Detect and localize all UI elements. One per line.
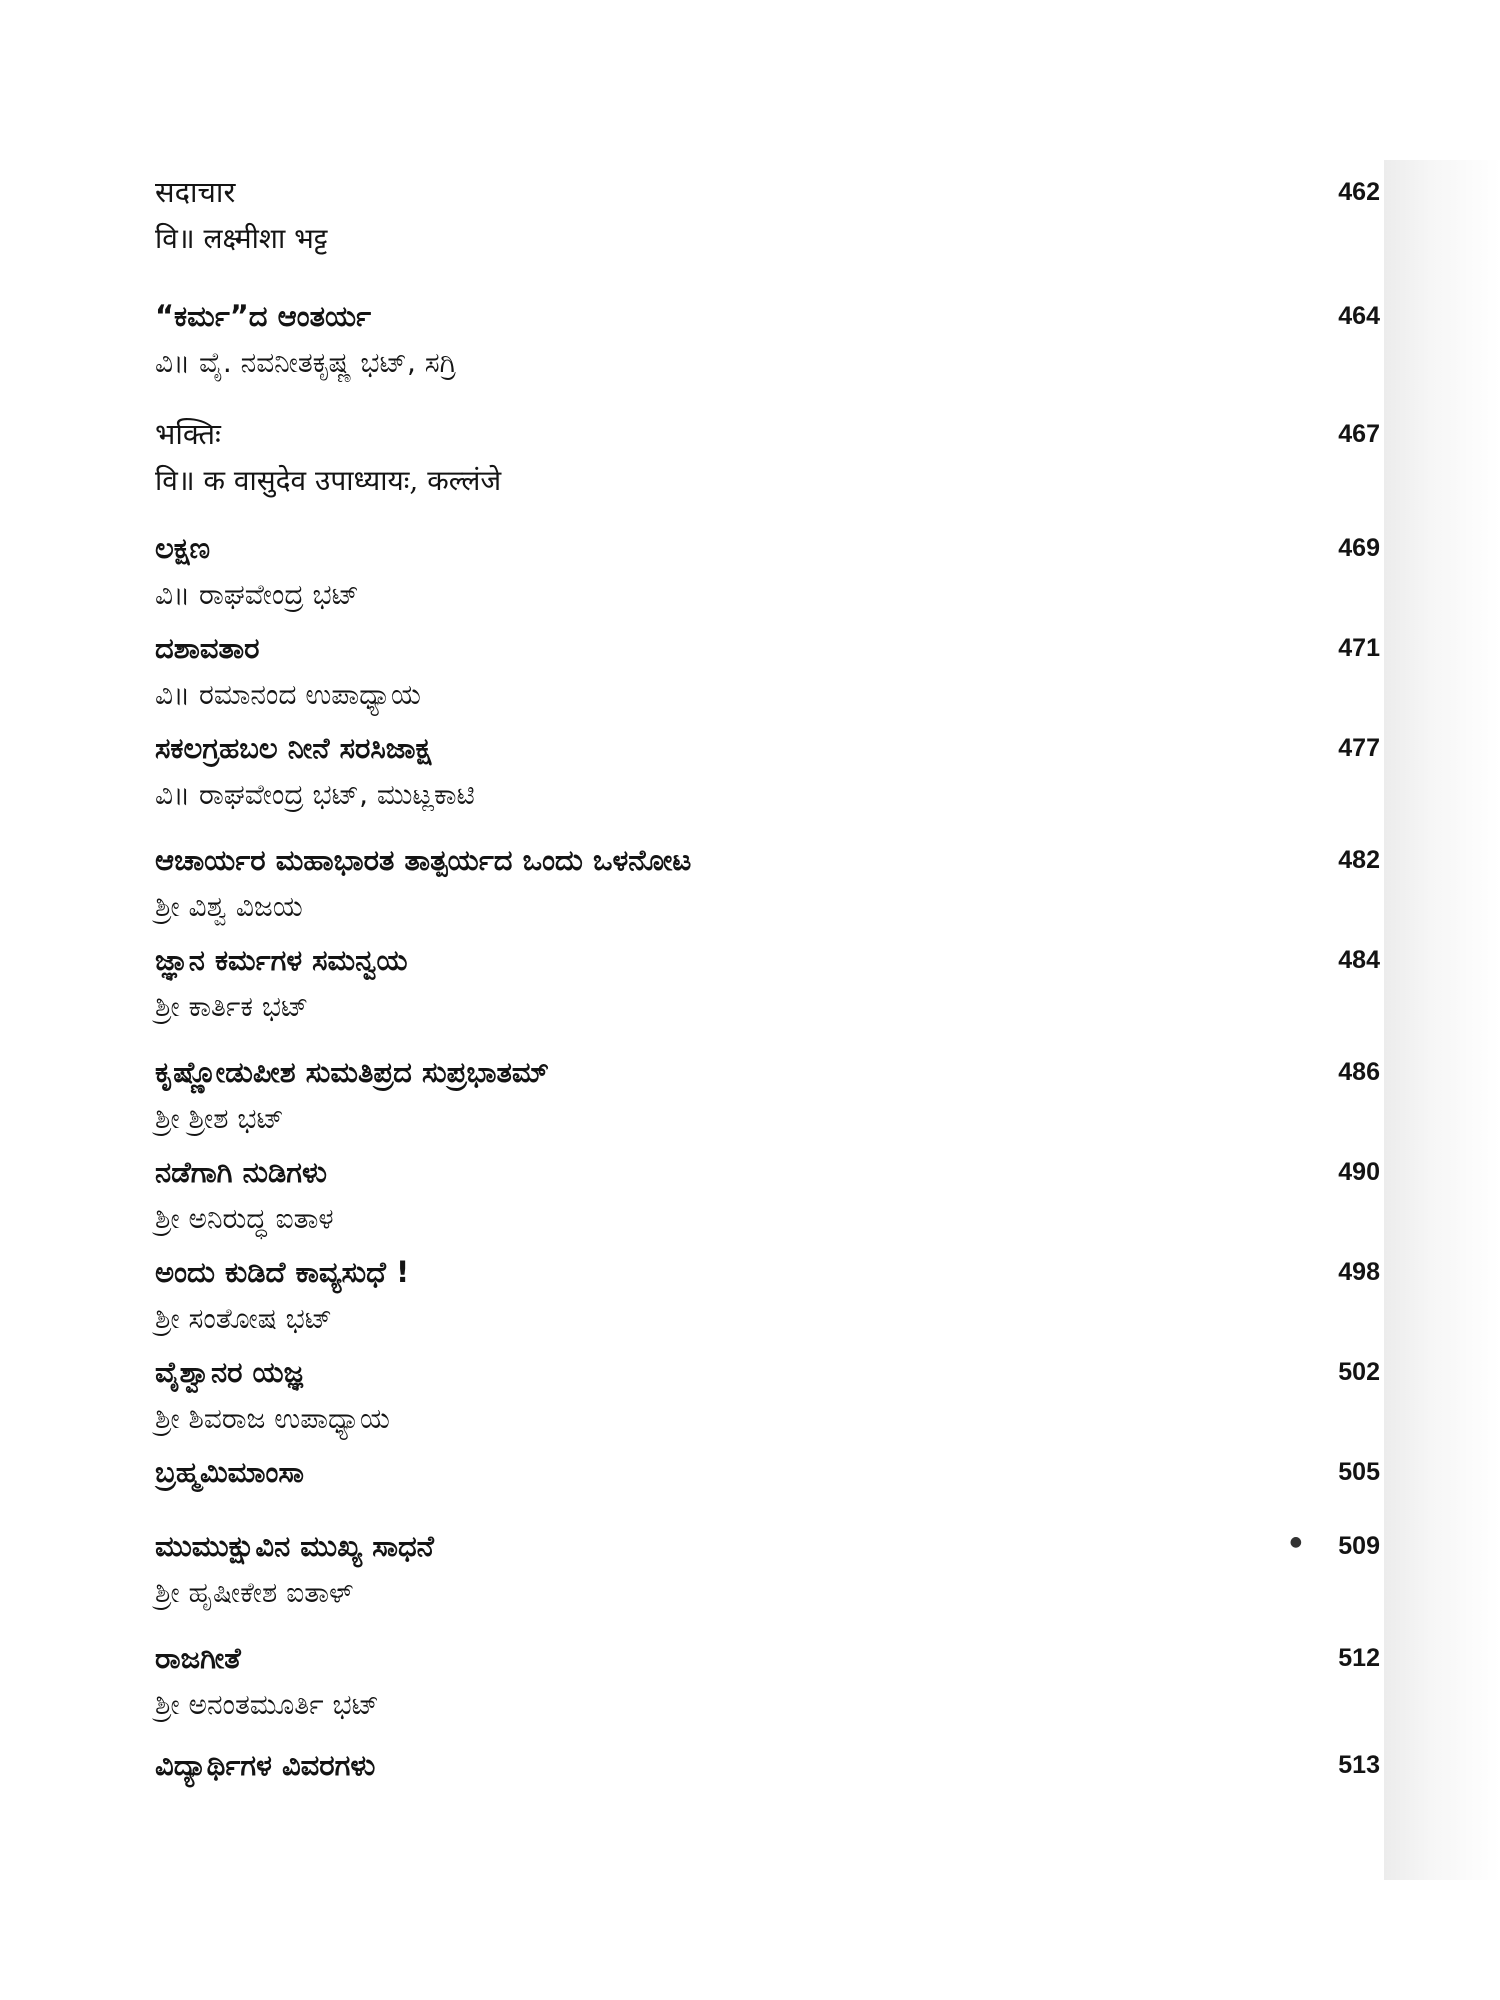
entry-page-number: 464	[1338, 302, 1380, 330]
entry-author: ಶ್ರೀ ಹೃಷೀಕೇಶ ಐತಾಳ್	[155, 1576, 354, 1609]
entry-author: ವಿ॥ ರಮಾನಂದ ಉಪಾಧ್ಯಾಯ	[155, 678, 421, 711]
entry-author: ಶ್ರೀ ಕಾರ್ತಿಕ ಭಟ್	[155, 990, 309, 1023]
entry-title: ಸಕಲಗ್ರಹಬಲ ನೀನೆ ಸರಸಿಜಾಕ್ಷ	[155, 731, 432, 765]
entry-title: भक्तिः	[155, 417, 221, 451]
entry-title: ಜ್ಞಾನ ಕರ್ಮಗಳ ಸಮನ್ವಯ	[155, 943, 408, 977]
entry-title: ವೈಶ್ವಾನರ ಯಜ್ಞ	[155, 1355, 303, 1389]
page-edge-shadow	[1384, 160, 1500, 1880]
entry-page-number: 469	[1338, 534, 1380, 562]
entry-page-number: 486	[1338, 1058, 1380, 1086]
entry-author: वि॥ लक्ष्मीशा भट्ट	[155, 222, 328, 255]
entry-page-number: 467	[1338, 420, 1380, 448]
entry-author: ಶ್ರೀ ಶ್ರೀಶ ಭಟ್	[155, 1102, 284, 1135]
entry-page-number: 513	[1338, 1751, 1380, 1779]
entry-title: ಕೃಷ್ಣೋಡುಪೀಶ ಸುಮತಿಪ್ರದ ಸುಪ್ರಭಾತಮ್	[155, 1055, 549, 1089]
entry-title: ವಿದ್ಯಾರ್ಥಿಗಳ ವಿವರಗಳು	[155, 1748, 376, 1782]
entry-page-number: 462	[1338, 178, 1380, 206]
entry-page-number: 490	[1338, 1158, 1380, 1186]
entry-author: ವಿ॥ ರಾಘವೇಂದ್ರ ಭಟ್	[155, 578, 360, 611]
entry-title: सदाचार	[155, 175, 236, 209]
entry-author: ವಿ॥ ರಾಘವೇಂದ್ರ ಭಟ್, ಮುಟ್ಲಕಾಟಿ	[155, 778, 475, 811]
entry-title: ಆಚಾರ್ಯರ ಮಹಾಭಾರತ ತಾತ್ಪರ್ಯದ ಒಂದು ಒಳನೋಟ	[155, 843, 692, 877]
entry-author: ವಿ॥ ವೈ. ನವನೀತಕೃಷ್ಣ ಭಟ್, ಸಗ್ರಿ	[155, 346, 457, 379]
entry-author: ಶ್ರೀ ಶಿವರಾಜ ಉಪಾಧ್ಯಾಯ	[155, 1402, 390, 1435]
entry-page-number: 484	[1338, 946, 1380, 974]
entry-author: ಶ್ರೀ ಸಂತೋಷ ಭಟ್	[155, 1302, 333, 1335]
entry-page-number: 498	[1338, 1258, 1380, 1286]
entry-page-number: 512	[1338, 1644, 1380, 1672]
entry-page-number: 505	[1338, 1458, 1380, 1486]
stray-dot-mark: ●	[1289, 1534, 1302, 1550]
entry-author: ಶ್ರೀ ಅನಿರುದ್ಧ ಐತಾಳ	[155, 1202, 334, 1235]
entry-title: ಲಕ್ಷಣ	[155, 531, 211, 565]
entry-author: वि॥ क वासुदेव उपाध्यायः, कल्लंजे	[155, 464, 502, 497]
entry-page-number: 509	[1338, 1532, 1380, 1560]
entry-page-number: 502	[1338, 1358, 1380, 1386]
entry-page-number: 471	[1338, 634, 1380, 662]
entry-title: ನಡೆಗಾಗಿ ನುಡಿಗಳು	[155, 1155, 327, 1189]
entry-author: ಶ್ರೀ ವಿಶ್ವ ವಿಜಯ	[155, 890, 303, 923]
entry-title: ಅಂದು ಕುಡಿದೆ ಕಾವ್ಯಸುಧೆ !	[155, 1255, 410, 1289]
entry-page-number: 477	[1338, 734, 1380, 762]
entry-title: ಮುಮುಕ್ಷುವಿನ ಮುಖ್ಯ ಸಾಧನೆ	[155, 1529, 434, 1563]
entry-title: ದಶಾವತಾರ	[155, 631, 260, 665]
entry-author: ಶ್ರೀ ಅನಂತಮೂರ್ತಿ ಭಟ್	[155, 1688, 380, 1721]
entry-title: “ಕರ್ಮ”ದ ಆಂತರ್ಯ	[155, 299, 372, 333]
entry-title: ಬ್ರಹ್ಮಮಿಮಾಂಸಾ	[155, 1455, 304, 1489]
entry-title: ರಾಜಗೀತೆ	[155, 1641, 241, 1675]
entry-page-number: 482	[1338, 846, 1380, 874]
